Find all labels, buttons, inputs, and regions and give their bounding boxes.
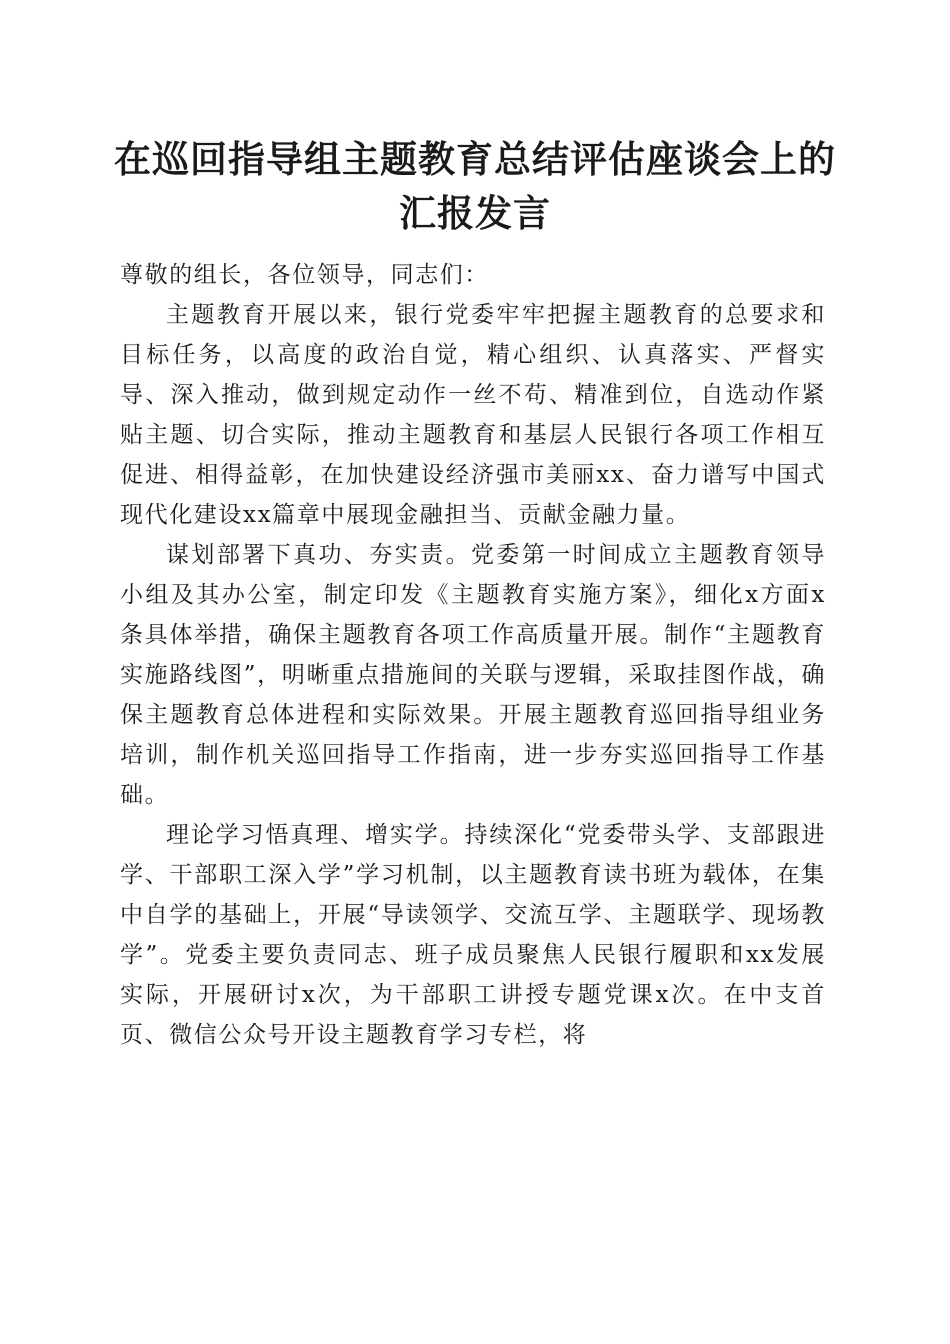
body-paragraph: 理论学习悟真理、增实学。持续深化“党委带头学、支部跟进学、干部职工深入学”学习机制，以主题教育读书班为载体，在集中自学的基础上，开展“导读领学、交流互学、主题联学、现场教学”。党委主要负责同志、班子成员聚焦人民银行履职和xx发展实际，开展研讨x次，为干部职工讲授专题党课x次。在中支首页、微信公众号开设主题教育学习专栏，将 [120, 822, 826, 1048]
body-paragraph: 主题教育开展以来，银行党委牢牢把握主题教育的总要求和目标任务，以高度的政治自觉，精心组织、认真落实、严督实导、深入推动，做到规定动作一丝不苟、精准到位，自选动作紧贴主题、切合实际，推动主题教育和基层人民银行各项工作相互促进、相得益彰，在加快建设经济强市美丽xx、奋力谱写中国式现代化建设xx篇章中展现金融担当、贡献金融力量。 [120, 302, 826, 528]
document-title: 在巡回指导组主题教育总结评估座谈会上的汇报发言 [114, 137, 836, 235]
document-body [120, 255, 826, 1055]
body-paragraph: 谋划部署下真功、夯实责。党委第一时间成立主题教育领导小组及其办公室，制定印发《主题教育实施方案》，细化x方面x条具体举措，确保主题教育各项工作高质量开展。制作“主题教育实施路线图”，明晰重点措施间的关联与逻辑，采取挂图作战，确保主题教育总体进程和实际效果。开展主题教育巡回指导组业务培训，制作机关巡回指导工作指南，进一步夯实巡回指导工作基础。 [120, 542, 826, 808]
greeting-line: 尊敬的组长，各位领导，同志们： [120, 262, 489, 288]
